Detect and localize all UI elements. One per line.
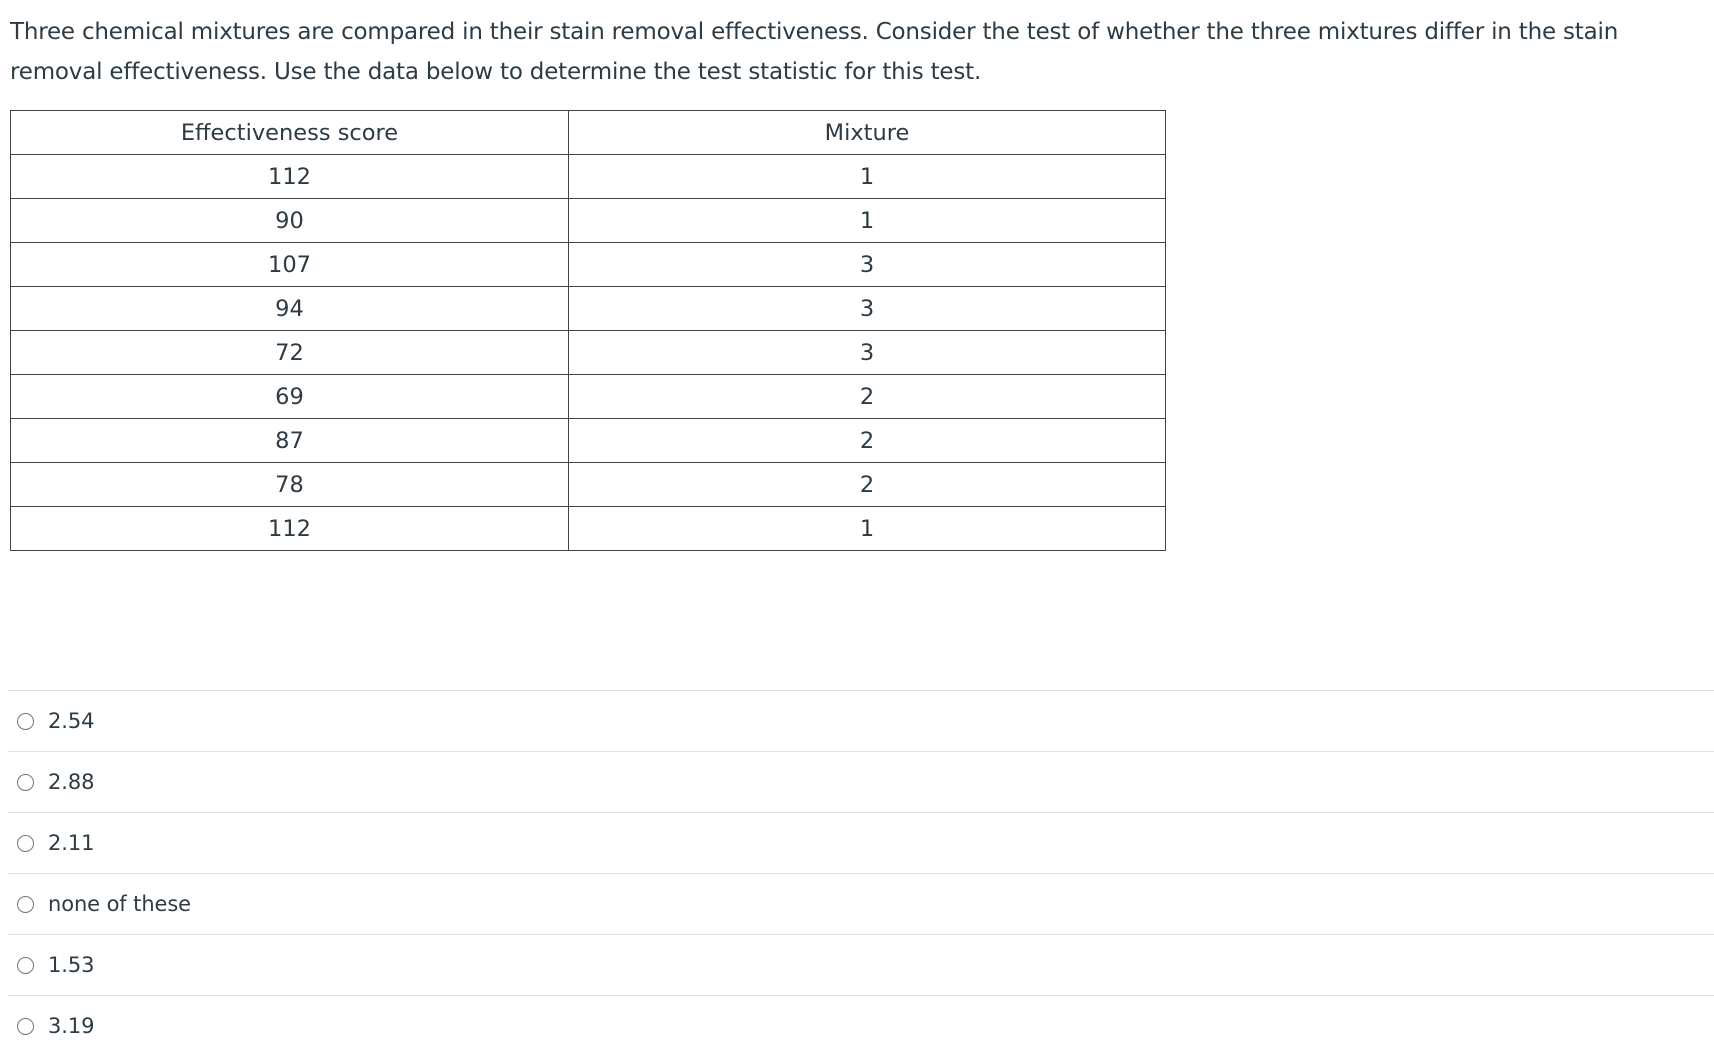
column-header-mixture: Mixture <box>569 111 1166 155</box>
answer-label[interactable]: 3.19 <box>48 1014 95 1038</box>
mixture-cell: 1 <box>569 507 1166 551</box>
radio-button[interactable] <box>17 957 34 974</box>
radio-button[interactable] <box>17 896 34 913</box>
answer-option[interactable] <box>8 873 1714 934</box>
answer-option[interactable] <box>8 934 1714 995</box>
radio-button[interactable] <box>17 1018 34 1035</box>
effectiveness-score-cell: 112 <box>11 507 569 551</box>
table-header-row <box>11 111 1166 155</box>
answer-option[interactable] <box>8 690 1714 751</box>
table-row <box>11 463 1166 507</box>
effectiveness-score-cell: 94 <box>11 287 569 331</box>
answer-label[interactable]: 2.88 <box>48 770 95 794</box>
effectiveness-score-cell: 107 <box>11 243 569 287</box>
table-row <box>11 507 1166 551</box>
table-row <box>11 375 1166 419</box>
answer-label[interactable]: 2.11 <box>48 831 95 855</box>
radio-button[interactable] <box>17 774 34 791</box>
effectiveness-score-cell: 112 <box>11 155 569 199</box>
answer-option[interactable] <box>8 812 1714 873</box>
answer-option[interactable] <box>8 995 1714 1056</box>
mixture-cell: 3 <box>569 243 1166 287</box>
effectiveness-score-cell: 72 <box>11 331 569 375</box>
table-row <box>11 419 1166 463</box>
table-row <box>11 243 1166 287</box>
mixture-cell: 3 <box>569 331 1166 375</box>
answer-label[interactable]: 2.54 <box>48 709 95 733</box>
data-table <box>10 110 1166 551</box>
radio-button[interactable] <box>17 835 34 852</box>
question-text: Three chemical mixtures are compared in their stain removal effectiveness. Consider the test of whether the three mixtures differ in the stain removal effectiveness. Use the data below to determine the test statistic for this test. <box>10 19 1619 85</box>
mixture-cell: 1 <box>569 155 1166 199</box>
mixture-cell: 1 <box>569 199 1166 243</box>
answer-options <box>8 690 1714 1056</box>
radio-button[interactable] <box>17 713 34 730</box>
mixture-cell: 2 <box>569 463 1166 507</box>
answer-option[interactable] <box>8 751 1714 812</box>
column-header-effectiveness-score: Effectiveness score <box>11 111 569 155</box>
effectiveness-score-cell: 87 <box>11 419 569 463</box>
answer-label[interactable]: 1.53 <box>48 953 95 977</box>
table-row <box>11 155 1166 199</box>
effectiveness-score-cell: 90 <box>11 199 569 243</box>
mixture-cell: 2 <box>569 375 1166 419</box>
effectiveness-score-cell: 78 <box>11 463 569 507</box>
table-row <box>11 199 1166 243</box>
table-row <box>11 287 1166 331</box>
effectiveness-score-cell: 69 <box>11 375 569 419</box>
table-row <box>11 331 1166 375</box>
mixture-cell: 3 <box>569 287 1166 331</box>
answer-label[interactable]: none of these <box>48 892 192 916</box>
mixture-cell: 2 <box>569 419 1166 463</box>
